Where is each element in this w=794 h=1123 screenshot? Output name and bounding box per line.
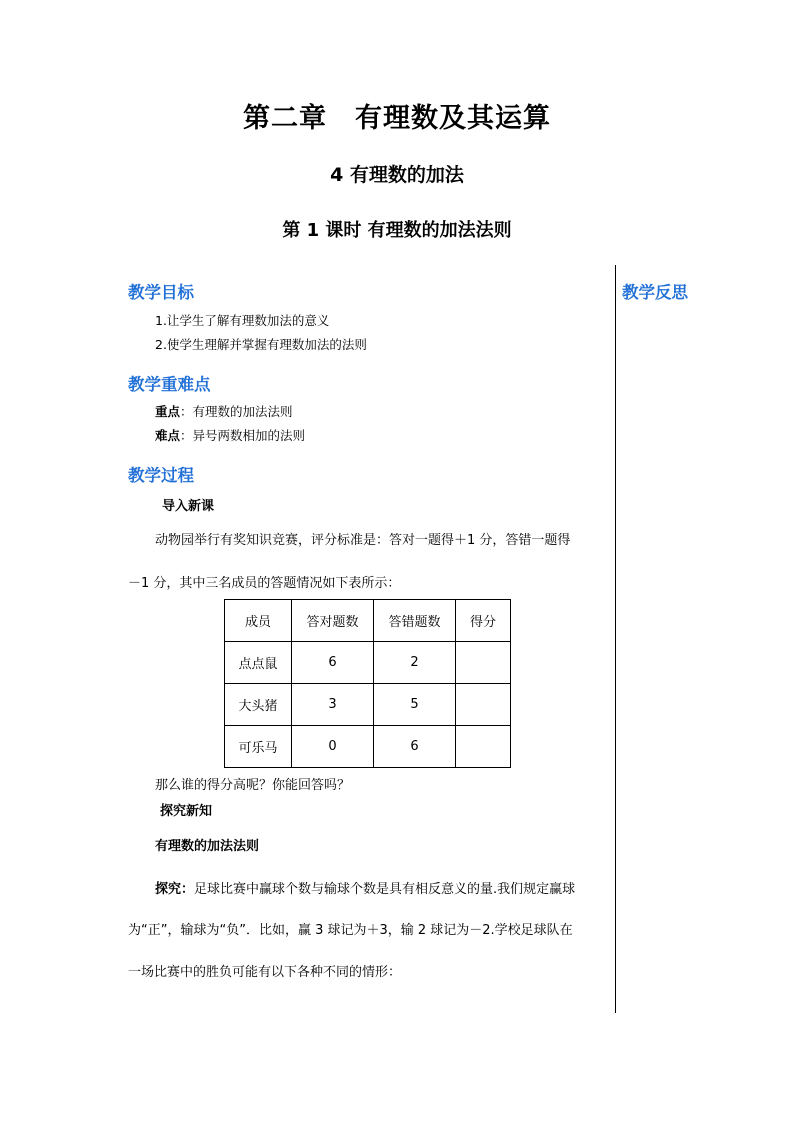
table-row xyxy=(225,726,511,768)
table-cell xyxy=(456,726,511,768)
question-line: 那么谁的得分高呢？你能回答吗？ xyxy=(155,778,351,793)
table-header-row xyxy=(225,600,511,642)
table-cell: 5 xyxy=(374,684,456,726)
chapter-title: 第二章 有理数及其运算 xyxy=(243,103,551,134)
intro-subheading: 导入新课 xyxy=(162,499,215,514)
intro-line-1: 动物园举行有奖知识竞赛，评分标准是：答对一题得＋1 分，答错一题得 xyxy=(155,533,571,548)
column-divider xyxy=(615,265,616,1013)
score-table xyxy=(224,599,511,768)
objective-item-1: 1.让学生了解有理数加法的意义 xyxy=(155,313,330,328)
table-cell: 点点鼠 xyxy=(225,642,292,684)
table-header: 答错题数 xyxy=(374,600,456,642)
table-row xyxy=(225,684,511,726)
explore-label: 探究： xyxy=(155,882,195,897)
difficulty-label: 难点 xyxy=(155,428,181,443)
table-header: 得分 xyxy=(456,600,511,642)
explore-line-3: 一场比赛中的胜负可能有以下各种不同的情形： xyxy=(128,965,402,980)
focus-text: ：有理数的加法法则 xyxy=(180,404,293,419)
explore-subheading: 探究新知 xyxy=(160,804,213,819)
explore-line-2: 为“正”，输球为“负”．比如，赢 3 球记为＋3，输 2 球记为－2.学校足球队在 xyxy=(128,923,573,938)
objectives-heading: 教学目标 xyxy=(128,283,194,302)
key-points-heading: 教学重难点 xyxy=(128,375,211,394)
table-cell: 可乐马 xyxy=(225,726,292,768)
table-cell: 2 xyxy=(374,642,456,684)
lesson-title: 第 1 课时 有理数的加法法则 xyxy=(282,220,512,241)
table-header: 答对题数 xyxy=(292,600,374,642)
difficulty-line xyxy=(155,426,305,444)
focus-line xyxy=(155,402,293,420)
difficulty-text: ：异号两数相加的法则 xyxy=(180,428,306,443)
intro-line-2: －1 分，其中三名成员的答题情况如下表所示： xyxy=(128,576,401,591)
objective-item-2: 2.使学生理解并掌握有理数加法的法则 xyxy=(155,337,367,352)
table-cell xyxy=(456,642,511,684)
focus-label: 重点 xyxy=(155,404,181,419)
table-row xyxy=(225,642,511,684)
explore-line-1 xyxy=(155,878,575,897)
table-cell xyxy=(456,684,511,726)
table-cell: 6 xyxy=(374,726,456,768)
table-cell: 0 xyxy=(292,726,374,768)
process-heading: 教学过程 xyxy=(128,466,194,485)
section-title: 4 有理数的加法 xyxy=(330,164,464,186)
table-header: 成员 xyxy=(225,600,292,642)
table-cell: 大头猪 xyxy=(225,684,292,726)
table-cell: 6 xyxy=(292,642,374,684)
reflection-heading: 教学反思 xyxy=(622,283,688,302)
rule-heading: 有理数的加法法则 xyxy=(155,839,260,854)
explore-text-1: 足球比赛中赢球个数与输球个数是具有相反意义的量.我们规定赢球 xyxy=(194,882,576,897)
table-cell: 3 xyxy=(292,684,374,726)
